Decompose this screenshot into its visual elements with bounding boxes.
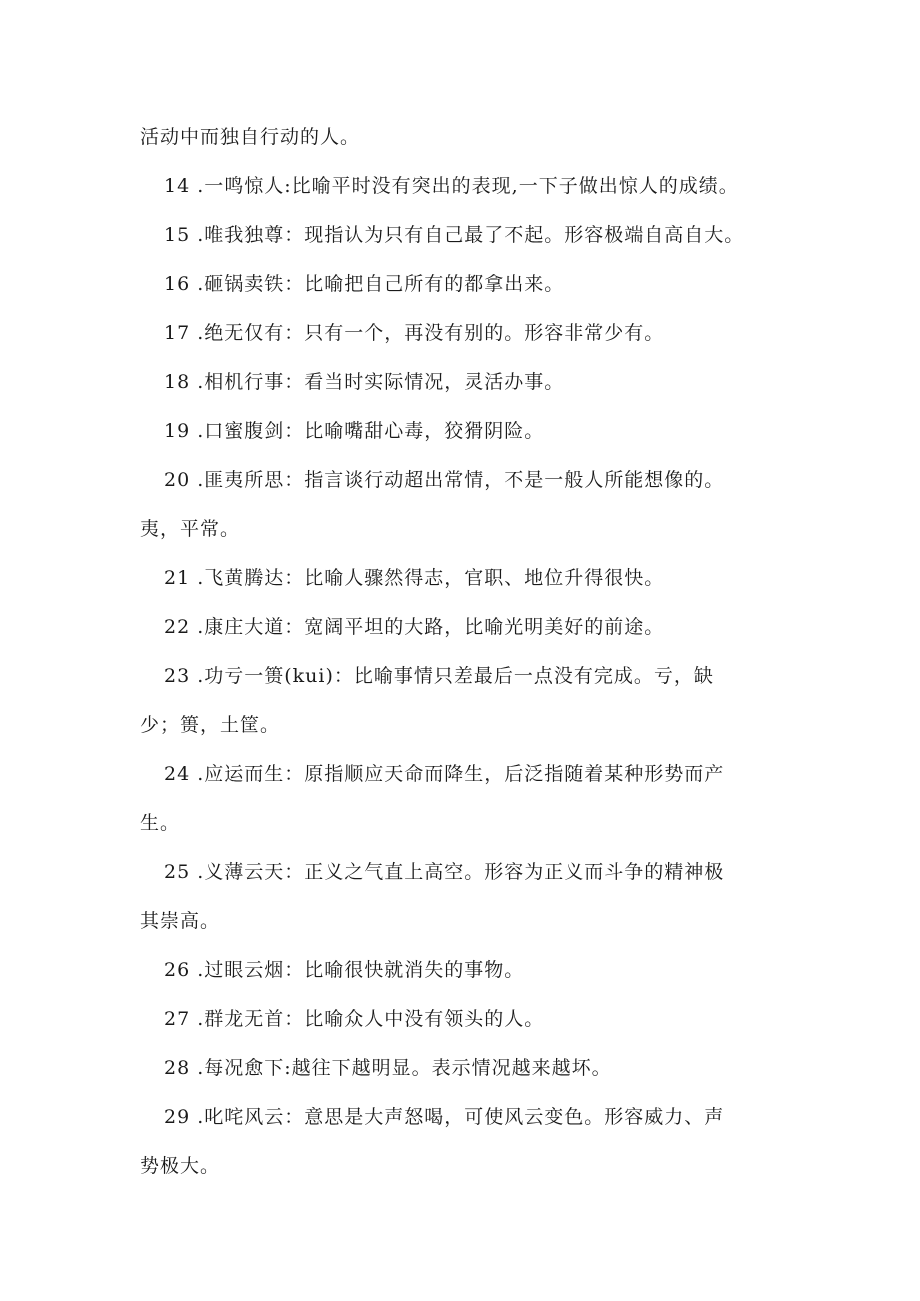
text-line-0: 活动中而独自行动的人。 — [140, 126, 361, 148]
idiom-entry-14: 14 .一鸣惊人:比喻平时没有突出的表现,一下子做出惊人的成绩。 — [164, 175, 739, 197]
idiom-entry-29-continued: 势极大。 — [140, 1155, 221, 1177]
idiom-entry-17: 17 .绝无仅有：只有一个，再没有别的。形容非常少有。 — [164, 322, 665, 344]
idiom-entry-23-continued: 少；篑，土筐。 — [140, 714, 281, 736]
idiom-entry-20: 20 .匪夷所思：指言谈行动超出常情，不是一般人所能想像的。 — [164, 469, 725, 491]
idiom-entry-19: 19 .口蜜腹剑：比喻嘴甜心毒，狡猾阴险。 — [164, 420, 545, 442]
idiom-entry-22: 22 .康庄大道：宽阔平坦的大路，比喻光明美好的前途。 — [164, 616, 665, 638]
idiom-entry-18: 18 .相机行事：看当时实际情况，灵活办事。 — [164, 371, 565, 393]
idiom-entry-21: 21 .飞黄腾达：比喻人骤然得志，官职、地位升得很快。 — [164, 567, 665, 589]
idiom-entry-25-continued: 其崇高。 — [140, 910, 221, 932]
idiom-entry-28: 28 .每况愈下:越往下越明显。表示情况越来越坏。 — [164, 1057, 612, 1079]
idiom-entry-29: 29 .叱咤风云：意思是大声怒喝，可使风云变色。形容威力、声 — [164, 1106, 725, 1128]
document-body — [140, 113, 790, 1191]
idiom-entry-20-continued: 夷，平常。 — [140, 518, 241, 540]
idiom-entry-15: 15 .唯我独尊：现指认为只有自己最了不起。形容极端自高自大。 — [164, 224, 745, 246]
idiom-entry-24: 24 .应运而生：原指顺应天命而降生，后泛指随着某种形势而产 — [164, 763, 725, 785]
idiom-entry-26: 26 .过眼云烟：比喻很快就消失的事物。 — [164, 959, 525, 981]
idiom-entry-25: 25 .义薄云天：正义之气直上高空。形容为正义而斗争的精神极 — [164, 861, 725, 883]
idiom-entry-23: 23 .功亏一篑(kui)：比喻事情只差最后一点没有完成。亏，缺 — [164, 665, 714, 687]
idiom-entry-24-continued: 生。 — [140, 812, 181, 834]
idiom-entry-27: 27 .群龙无首：比喻众人中没有领头的人。 — [164, 1008, 545, 1030]
idiom-entry-16: 16 .砸锅卖铁：比喻把自己所有的都拿出来。 — [164, 273, 565, 295]
